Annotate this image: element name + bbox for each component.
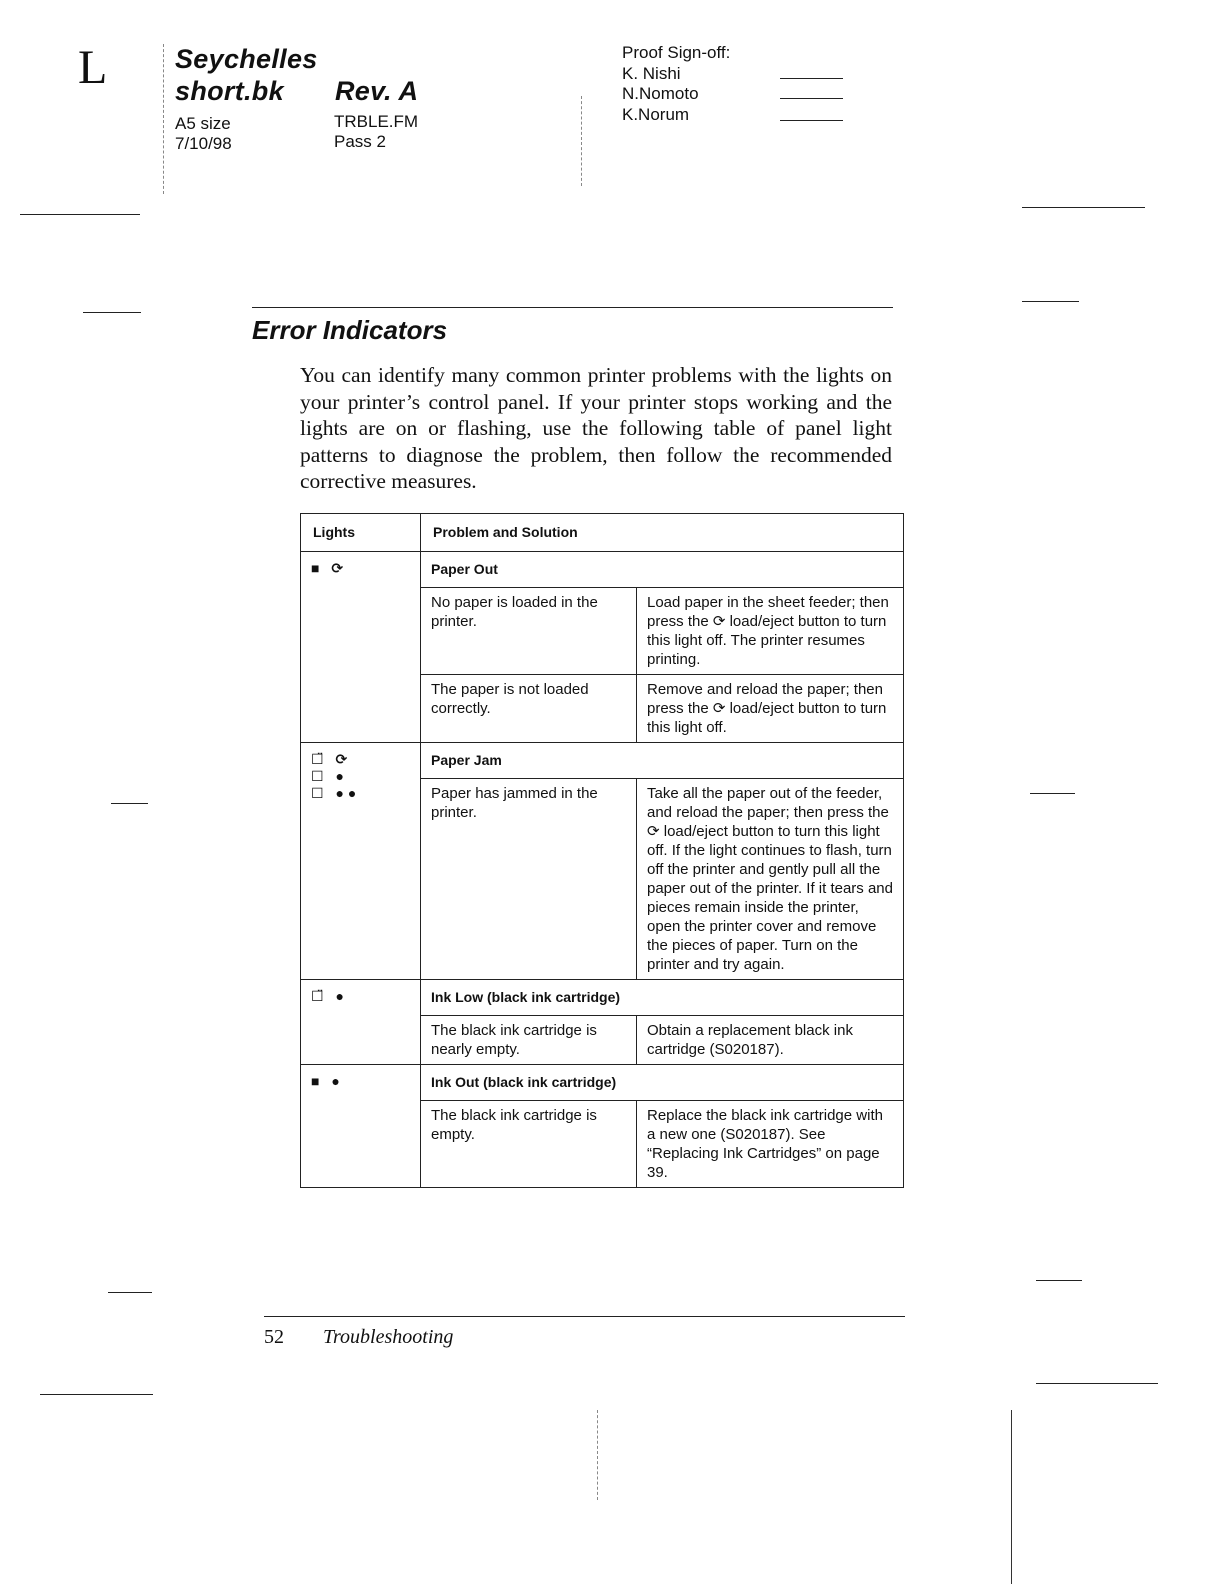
category-row	[301, 743, 904, 779]
crop-mark	[20, 214, 140, 215]
date: 7/10/98	[175, 134, 232, 153]
problem-cell: The paper is not loaded correctly.	[421, 675, 637, 743]
crop-mark	[1036, 1280, 1082, 1281]
crop-mark	[1022, 207, 1145, 208]
category-row	[301, 980, 904, 1016]
signer-2: N.Nomoto	[622, 84, 699, 103]
solution-cell: Take all the paper out of the feeder, and reload the paper; then press the ⟳ load/eject button to turn this light off. If the light continues to flash, turn off the printer and gently pull all the paper out of the printer. If it tears and pieces remain inside the printer, open the printer cover and remove the pieces of paper. Turn on the printer and try again.	[637, 779, 904, 980]
signoff-line-3	[780, 120, 843, 121]
category-label: Paper Out	[421, 552, 904, 588]
crop-mark	[108, 1292, 152, 1293]
category-row	[301, 1065, 904, 1101]
crop-mark	[111, 803, 148, 804]
section-title: Error Indicators	[252, 315, 448, 345]
ink-low-light-icon: ☐̈ ●	[311, 988, 348, 1004]
solution-cell: Remove and reload the paper; then press the ⟳ load/eject button to turn this light off.	[637, 675, 904, 743]
problem-cell: The black ink cartridge is empty.	[421, 1101, 637, 1188]
solution-cell: Load paper in the sheet feeder; then press the ⟳ load/eject button to turn this light off. The printer resumes printing.	[637, 588, 904, 675]
category-label: Ink Low (black ink cartridge)	[421, 980, 904, 1016]
book-name: Seychelles	[175, 44, 318, 74]
revision: Rev. A	[335, 76, 419, 106]
table-header-row	[301, 514, 904, 552]
ink-light-icon: ☐ ●	[311, 768, 348, 784]
intro-paragraph: You can identify many common printer problems with the lights on your printer’s control panel. If your printer stops working and the lights are on or flashing, use the following table of panel light patterns to diagnose the problem, then follow the recommended corrective measures.	[300, 363, 892, 493]
file-name: TRBLE.FM	[334, 112, 419, 131]
ink-out-light-icon: ■ ●	[311, 1073, 344, 1089]
signoff-line-2	[780, 98, 843, 99]
book-file: short.bk	[175, 76, 284, 106]
solution-cell: Replace the black ink cartridge with a new one (S020187). See “Replacing Ink Cartridges” on page 39.	[637, 1101, 904, 1188]
crop-mark	[1030, 793, 1075, 794]
crop-mark	[1011, 1410, 1012, 1584]
footer-rule	[264, 1316, 905, 1317]
solution-cell: Obtain a replacement black ink cartridge (S020187).	[637, 1016, 904, 1065]
lights-cell	[301, 552, 421, 743]
pass-number: Pass 2	[334, 132, 386, 151]
color-ink-light-icon: ☐ ●●	[311, 785, 361, 801]
proof-signoff-title: Proof Sign-off:	[622, 43, 731, 62]
problem-cell: Paper has jammed in the printer.	[421, 779, 637, 980]
signer-1: K. Nishi	[622, 64, 681, 83]
section-rule	[252, 307, 893, 308]
page-side-marker: L	[78, 41, 108, 94]
crop-mark	[597, 1410, 598, 1500]
lights-cell	[301, 980, 421, 1065]
crop-mark	[1036, 1383, 1158, 1384]
error-indicator-table	[300, 513, 904, 1188]
problem-cell: No paper is loaded in the printer.	[421, 588, 637, 675]
category-label: Paper Jam	[421, 743, 904, 779]
chapter-name: Troubleshooting	[323, 1326, 454, 1348]
col-problem-header: Problem and Solution	[421, 514, 904, 552]
category-label: Ink Out (black ink cartridge)	[421, 1065, 904, 1101]
page-number: 52	[264, 1326, 284, 1348]
crop-mark	[83, 312, 141, 313]
lights-cell	[301, 743, 421, 980]
crop-mark	[40, 1394, 153, 1395]
problem-cell: The black ink cartridge is nearly empty.	[421, 1016, 637, 1065]
category-row	[301, 552, 904, 588]
paper-out-light-icon: ■ ⟳	[311, 560, 348, 576]
col-lights-header: Lights	[301, 514, 421, 552]
lights-cell	[301, 1065, 421, 1188]
header-divider-left	[163, 44, 164, 194]
paper-jam-light-icon: ☐̈ ⟳	[311, 751, 352, 767]
page-size: A5 size	[175, 114, 231, 133]
signoff-line-1	[780, 78, 843, 79]
crop-mark	[1022, 301, 1079, 302]
signer-3: K.Norum	[622, 105, 690, 124]
header-divider-right	[581, 96, 582, 186]
